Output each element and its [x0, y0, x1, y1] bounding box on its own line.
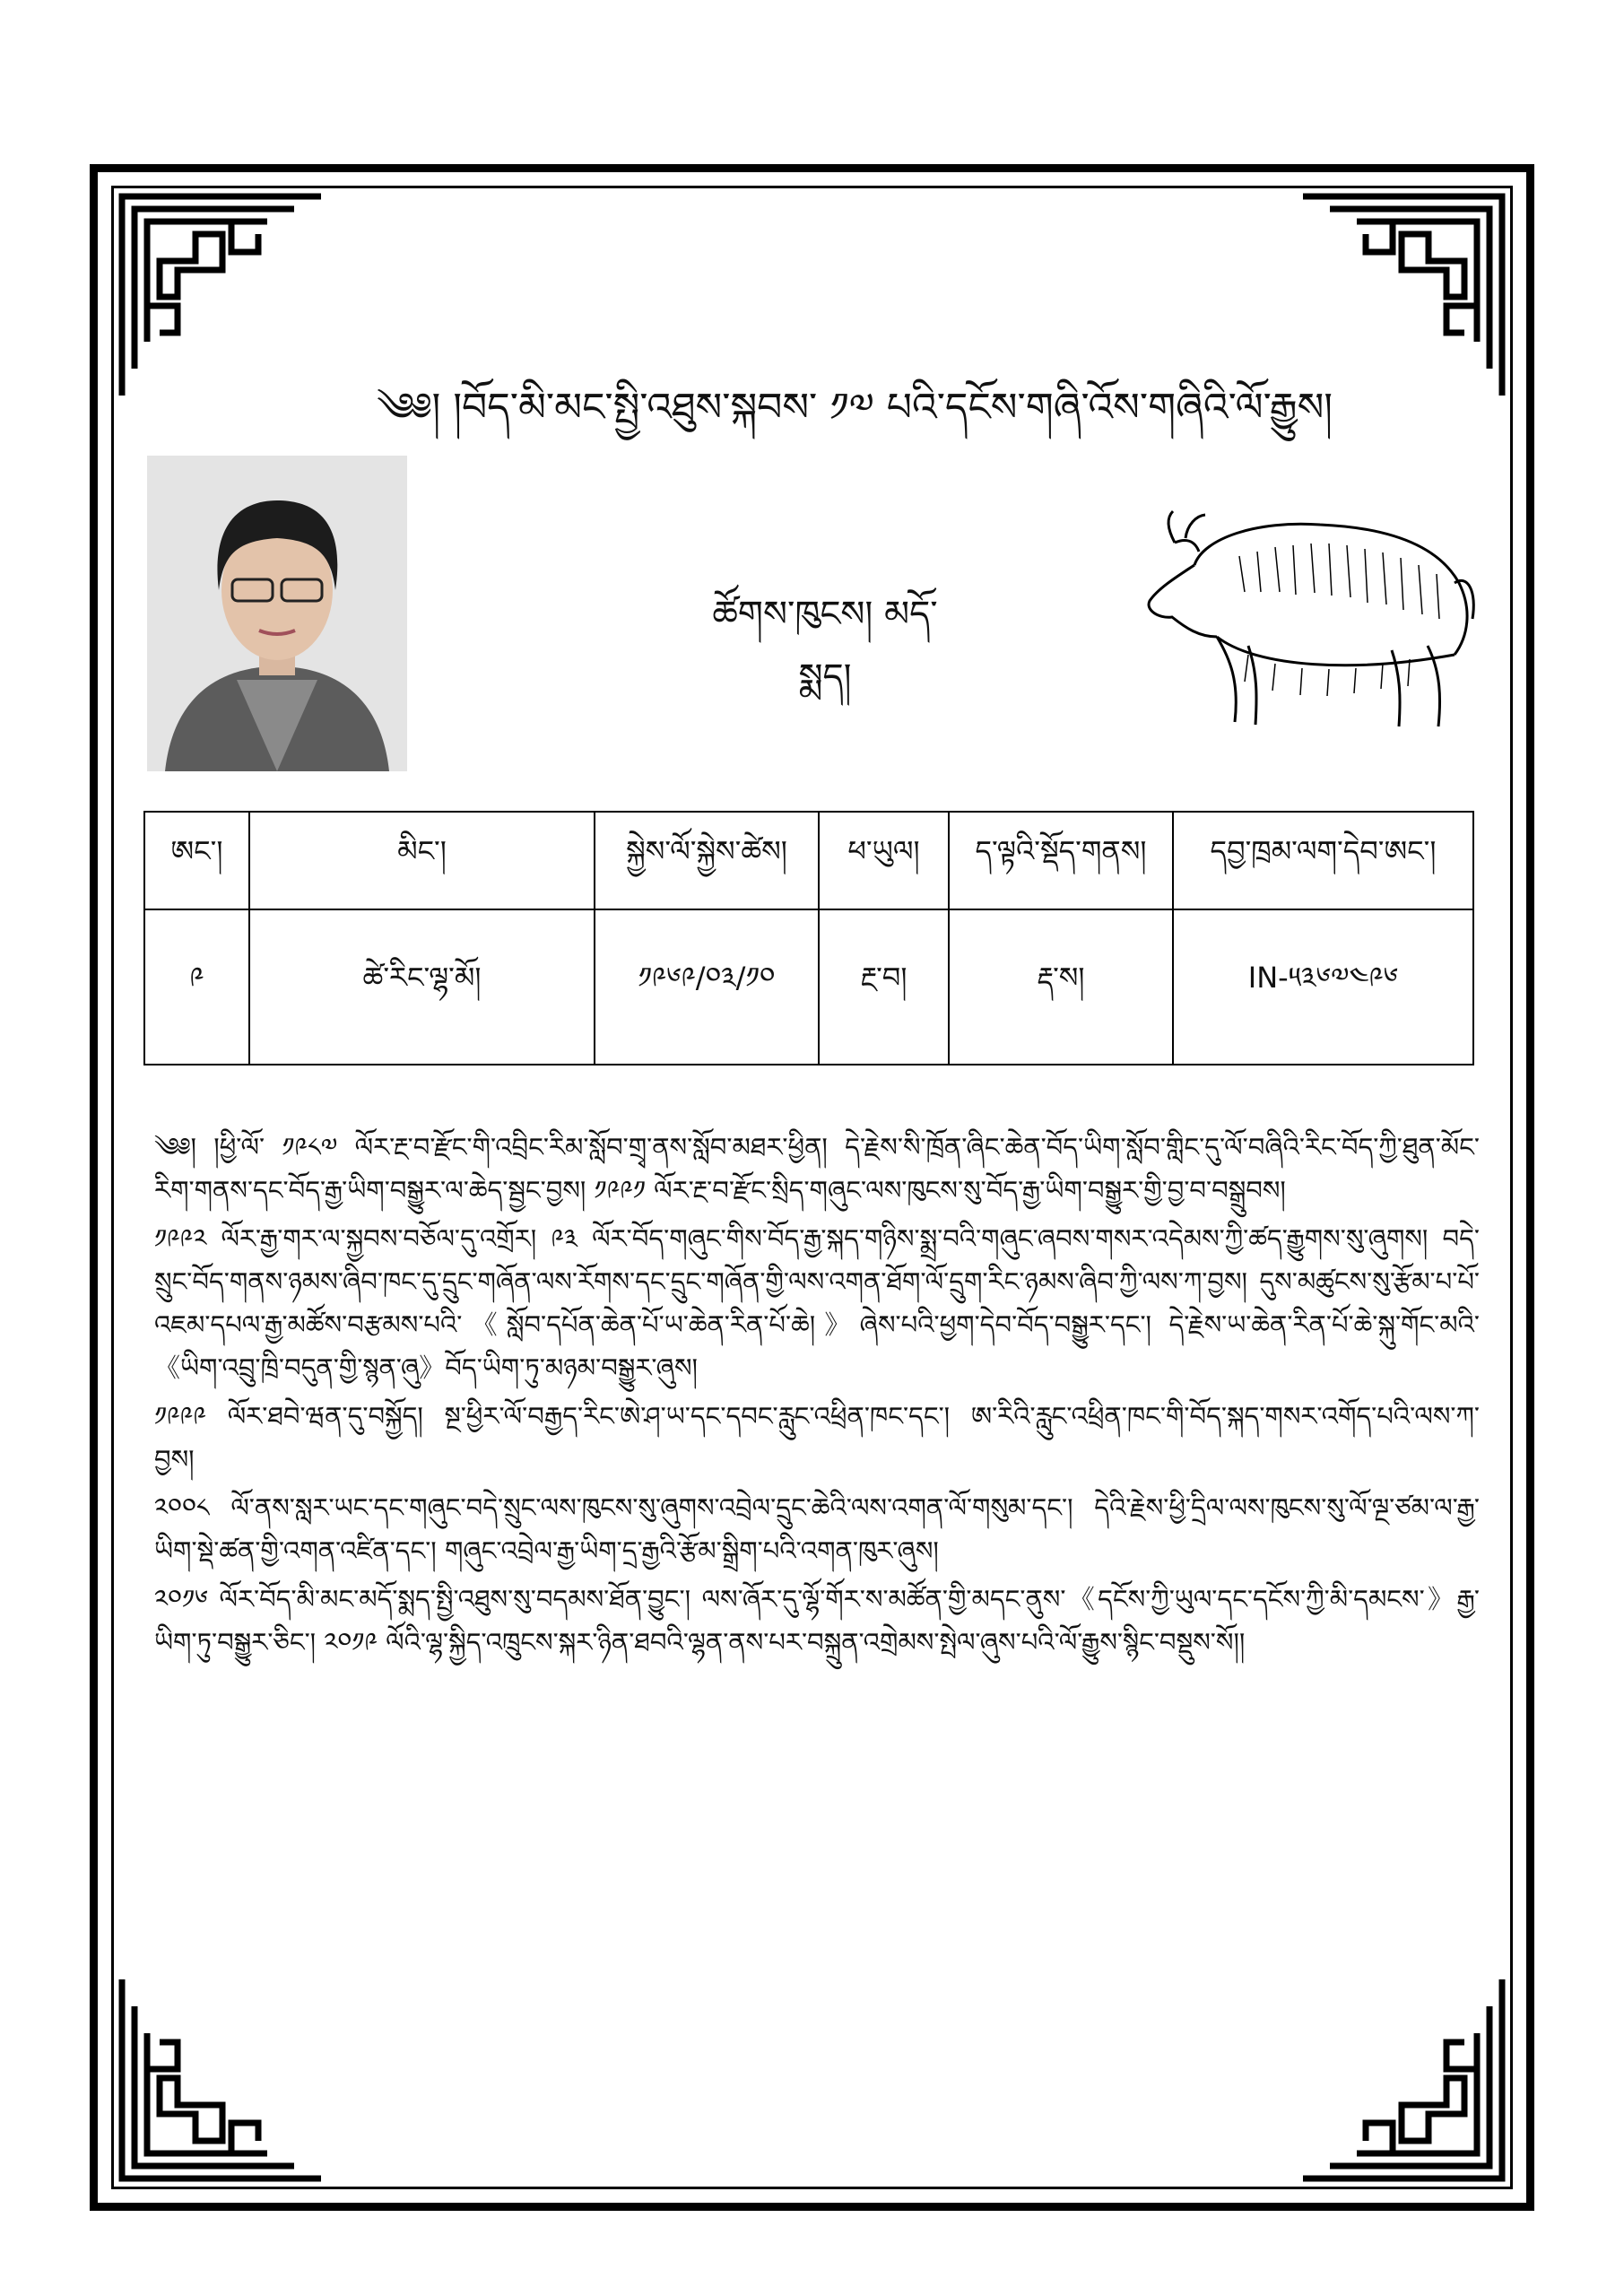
cell-current-residence: རྡ་ས། — [949, 909, 1173, 1065]
corner-ornament-icon — [1294, 1970, 1509, 2186]
header-name: མིང་། — [249, 812, 595, 909]
corner-ornament-icon — [115, 1970, 330, 2186]
header-number: ཨང་། — [144, 812, 249, 909]
cell-native-place: རྔ་བ། — [819, 909, 949, 1065]
header-green-book-number: དབྱ་ཁྲམ་ལག་དེབ་ཨང་། — [1173, 812, 1473, 909]
yak-illustration-icon — [1132, 502, 1480, 735]
page-title: ༄༅། །བོད་མི་མང་སྤྱི་འཐུས་སྐབས་ ༡༧ པའི་དངོས་གཞི་འོས་གཞིའི་ལོ་རྒྱུས། — [377, 385, 1333, 430]
cell-birth-date: ༡༩༦༩/༠༣/༡༠ — [595, 909, 819, 1065]
biography-paragraph: ༢༠༠༨ ལོ་ནས་སླར་ཡང་དང་གཞུང་བདེ་སྲུང་ལས་ཁུངས་སུ་ཞུགས་འབྲེལ་དྲུང་ཆེའི་ལས་འགན་ལོ་གསུམ་དང་། དེའི་རྗེས་ཕྱི་དྲིལ་ལས་ཁུངས་སུ་ལོ་ལྔ་ཙམ་ལ་རྒྱ་ཡིག་སྡེ་ཚན་གྱི་འགན་འཛིན་དང་། གཞུང་འབྲེལ་རྒྱ་ཡིག་དྲ་རྒྱའི་རྩོམ་སྒྲིག་པའི་འགན་ཁུར་ཞུས། — [154, 1492, 1481, 1566]
corner-ornament-icon — [1294, 189, 1509, 404]
cell-green-book-number: IN-༥༣༦༧༤༩༦ — [1173, 909, 1473, 1065]
candidate-info-table — [143, 811, 1474, 1065]
cell-name: ཚེ་རིང་ལྷ་མོ། — [249, 909, 595, 1065]
biography-paragraph: ༡༩༩༢ ལོར་རྒྱ་གར་ལ་སྐྱབས་བཅོལ་དུ་འགྲོར། ༩༣ ལོར་བོད་གཞུང་གིས་བོད་རྒྱ་སྐད་གཉིས་སྨྲ་བའི་གཞུང་ཞབས་གསར་འདེམས་ཀྱི་ཚད་རྒྱུགས་སུ་ཞུགས། བདེ་སྲུང་བོད་གནས་ཉམས་ཞིབ་ཁང་དུ་དྲུང་གཞོན་ལས་རོགས་དང་དྲུང་གཞོན་གྱི་ལས་འགན་ཐོག་ལོ་དྲུག་རིང་ཉམས་ཞིབ་ཀྱི་ལས་ཀ་བྱས། དུས་མཚུངས་སུ་རྩོམ་པ་པོ་འཇམ་དཔལ་རྒྱ་མཚོས་བརྩམས་པའི་《སློབ་དཔོན་ཆེན་པོ་ཡ་ཆེན་རིན་པོ་ཆེ།》ཞེས་པའི་ཕྱག་དེབ་བོད་བསྒྱུར་དང་། དེ་རྗེས་ཡ་ཆེན་རིན་པོ་ཆེ་སྐུ་གོང་མའི་《ཡིག་འབྲུ་ཁྲི་བདུན་གྱི་སྙན་ཞུ》བོད་ཡིག་ཏུ་མཉམ་བསྒྱུར་ཞུས། — [154, 1223, 1480, 1383]
biography-paragraph: ༡༩༩༩ ལོར་ཐབེ་ཝན་དུ་བསྐྱོད། སྔ་ཕྱིར་ལོ་བརྒྱད་རིང་ཨེ་ཤ་ཡ་དང་དབང་རླུང་འཕྲིན་ཁང་དང་། ཨ་རིའི་རླུང་འཕྲིན་ཁང་གི་བོད་སྐད་གསར་འགོད་པའི་ལས་ཀ་བྱས། — [154, 1401, 1480, 1474]
cell-number: ༩ — [144, 909, 249, 1065]
header-current-residence: ད་ལྟའི་སྡོད་གནས། — [949, 812, 1173, 909]
table-row — [144, 909, 1473, 1065]
header-native-place: ཕ་ཡུལ། — [819, 812, 949, 909]
biography-paragraph: ༄༅། །ཕྱི་ལོ་ ༡༩༨༧ ལོར་རྔ་བ་རྫོང་གི་འབྲིང་རིམ་སློབ་གྲྭ་ནས་སློབ་མཐར་ཕྱིན། དེ་རྗེས་སི་ཁྲོན་ཞིང་ཆེན་བོད་ཡིག་སློབ་གླིང་དུ་ལོ་བཞིའི་རིང་བོད་ཀྱི་ཐུན་མོང་རིག་གནས་དང་བོད་རྒྱ་ཡིག་བསྒྱུར་ལ་ཆེད་སྦྱང་བྱས། ༡༩༩༡ ལོར་རྔ་བ་རྫོང་སྲིད་གཞུང་ལས་ཁུངས་སུ་བོད་རྒྱ་ཡིག་བསྒྱུར་གྱི་བྱ་བ་བསྒྲུབས། — [154, 1132, 1480, 1205]
header-birth-date: སྐྱེས་ལོ་སྐྱེས་ཚེས། — [595, 812, 819, 909]
candidate-photo — [147, 456, 407, 771]
biography-text — [154, 1126, 1480, 1933]
corner-ornament-icon — [115, 189, 330, 404]
constituency-label: ཚོགས་ཁུངས། མདོ་སྨད། — [712, 594, 938, 698]
table-header-row — [144, 812, 1473, 909]
biography-paragraph: ༢༠༡༦ ལོར་བོད་མི་མང་མདོ་སྨད་སྤྱི་འཐུས་སུ་བདམས་ཐོན་བྱུང་། ལས་ཞོར་དུ་ལྷོ་གོར་ས་མཚོན་གྱི་མདང་ནུས་《དངོས་ཀྱི་ཡུལ་དང་དངོས་ཀྱི་མི་དམངས་》རྒྱ་ཡིག་ཏུ་བསྒྱུར་ཅིང་། ༢༠༡༩ ལོའི་ལྷ་སྐྱིད་འཁྲུངས་སྐར་ཉིན་ཐབའི་ལྷན་ནས་པར་བསྐྲུན་འགྲེམས་སྤེལ་ཞུས་པའི་ལོ་རྒྱུས་སྙིང་བསྡུས་སོ།། — [154, 1584, 1480, 1657]
